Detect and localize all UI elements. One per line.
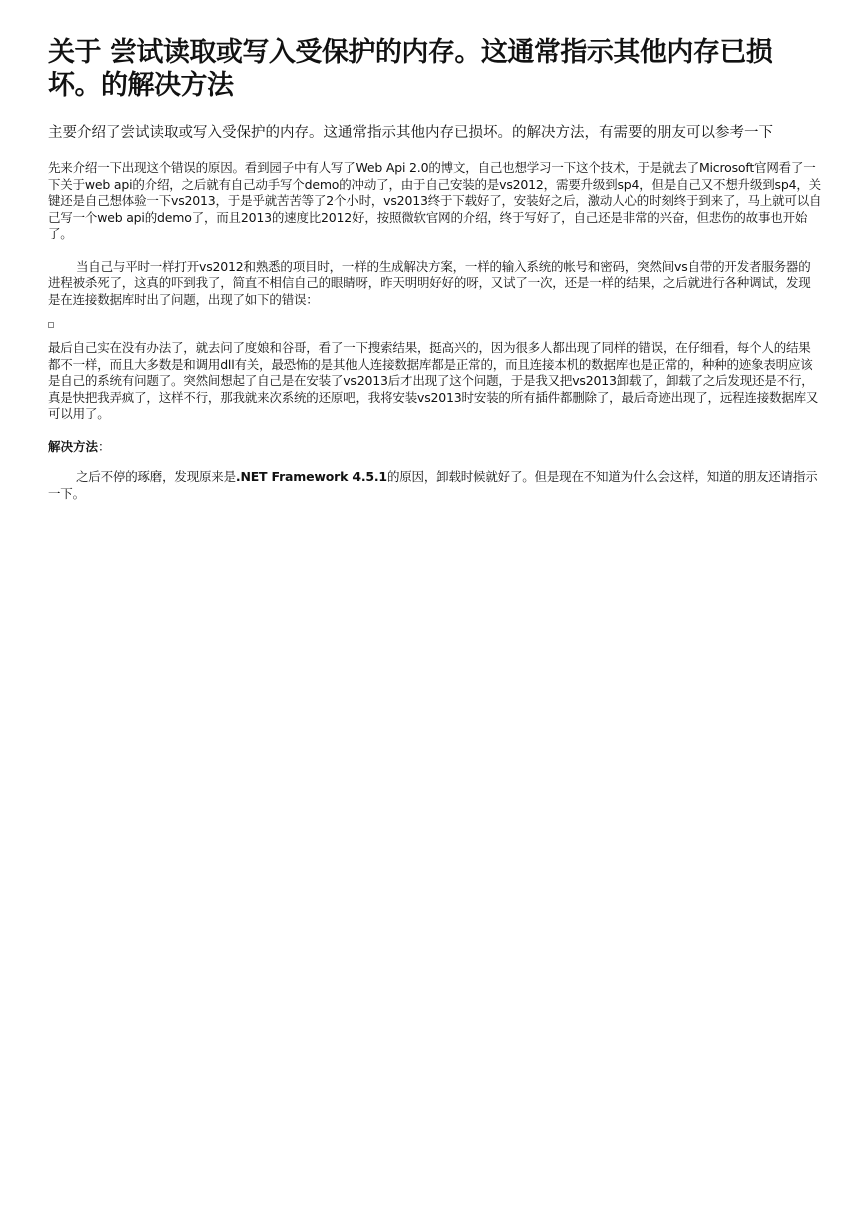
solution-heading: [48, 439, 822, 456]
article-summary: 主要介绍了尝试读取或写入受保护的内存。这通常指示其他内存已损坏。的解决方法，有需要的朋友可以参考一下: [48, 125, 773, 141]
paragraph-problem: 当自己与平时一样打开vs2012和熟悉的项目时，一样的生成解决方案，一样的输入系统的帐号和密码，突然间vs自带的开发者服务器的进程被杀死了，这真的吓到我了，简直不相信自己的眼睛呀，昨天明明好好的呀，又试了一次，还是一样的结果，之后就进行各种调试，发现是在连接数据库时出了问题，出现了如下的错误：: [48, 258, 811, 307]
paragraph-solution: [48, 469, 822, 502]
article-title: 关于 尝试读取或写入受保护的内存。这通常指示其他内存已损坏。的解决方法: [48, 37, 773, 101]
solution-text-after: 的原因，卸载时候就好了。但是现在不知道为什么会这样，知道的朋友还请指示一下。: [48, 469, 818, 501]
paragraph-investigation: 最后自己实在没有办法了，就去问了度娘和谷哥，看了一下搜索结果，挺高兴的，因为很多人都出现了同样的错误，在仔细看，每个人的结果都不一样，而且大多数是和调用dll有关，最恐怖的是其他人连接数据库都是正常的，而且连接本机的数据库也是正常的，种种的迹象表明应该是自己的系统有问题了。突然间想起了自己是在安装了vs2013后才出现了这个问题，于是我又把vs2013卸载了，卸载了之后发现还是不行，真是快把我弄疯了，这样不行，那我就来次系统的还原吧，我将安装vs2013时安装的所有插件都删除了，最后奇迹出现了，远程连接数据库又可以用了。: [48, 340, 819, 421]
paragraph-intro: 先来介绍一下出现这个错误的原因。看到园子中有人写了Web Api 2.0的博文，自己也想学习一下这个技术，于是就去了Microsoft官网看了一下关于web api的介绍，之后就有自己动手写个demo的冲动了，由于自己安装的是vs2012，需要升级到sp4，但是自己又不想升级到sp4，关键还是自己想体验一下vs2013，于是乎就苦苦等了2个小时，vs2013终于下载好了，安装好之后，激动人心的时刻终于到来了，马上就可以自己写一个web api的demo了，而且2013的速度比2012好，按照微软官网的介绍，终于写好了，自己还是非常的兴奋，但悲伤的故事也开始了。: [48, 160, 822, 241]
solution-heading-colon: ：: [98, 438, 111, 454]
solution-text-before: 之后不停的琢磨，发现原来是: [76, 469, 236, 484]
article-page: [48, 36, 822, 502]
broken-image-icon: [48, 322, 54, 328]
solution-heading-label: 解决方法: [48, 438, 99, 454]
solution-framework-name: .NET Framework 4.5.1: [235, 469, 387, 484]
